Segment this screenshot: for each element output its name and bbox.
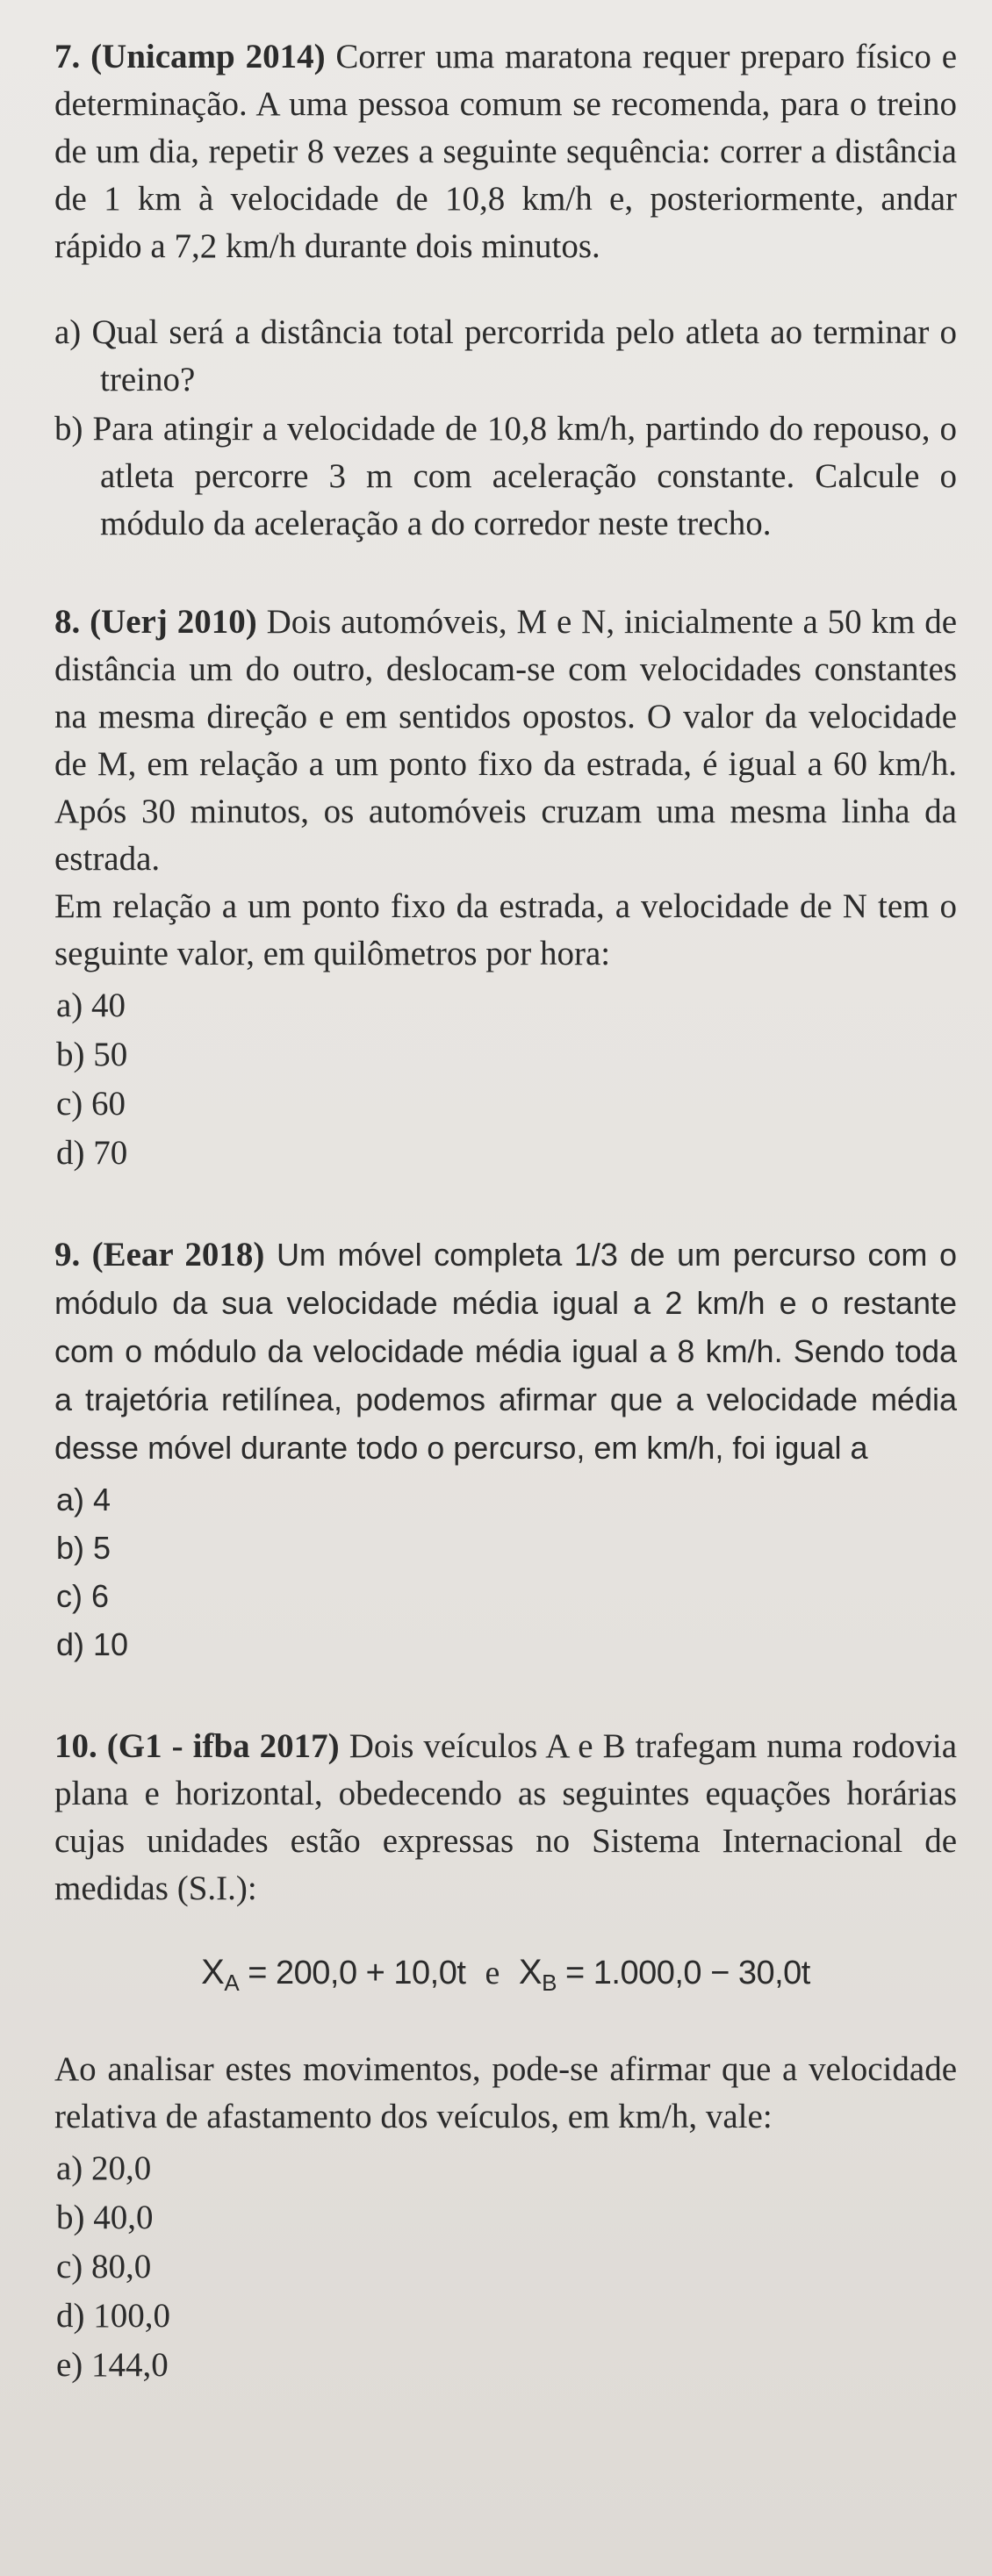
question-7-header: 7. (Unicamp 2014) bbox=[54, 38, 326, 75]
question-9-option-d: d) 10 bbox=[56, 1626, 129, 1662]
equation-var-b: X bbox=[518, 1953, 543, 1991]
question-8-statement bbox=[54, 599, 957, 883]
question-7 bbox=[54, 33, 957, 548]
question-9 bbox=[54, 1231, 957, 1668]
question-10 bbox=[54, 1723, 957, 2390]
equation-sub-b: B bbox=[542, 1970, 557, 1996]
question-8-option-a: a) 40 bbox=[56, 987, 126, 1024]
question-8-options bbox=[56, 981, 957, 1178]
question-9-option-b: b) 5 bbox=[56, 1530, 111, 1566]
question-10-prompt: Ao analisar estes movimentos, pode-se afirmar que a velocidade relativa de afastamento dos veículos, em km/h, vale: bbox=[54, 2050, 957, 2135]
question-7-subitems bbox=[54, 309, 957, 548]
question-7-text: Correr uma maratona requer preparo físico e determinação. A uma pessoa comum se recomenda, para o treino de um dia, repetir 8 vezes a seguinte sequência: correr a distância de 1 km à velocidade de 10,8 km/h e, posteriormente, andar rápido a 7,2 km/h durante dois minutos. bbox=[54, 38, 958, 265]
question-8 bbox=[54, 599, 957, 1178]
equation-rhs-a: = 200,0 + 10,0t bbox=[248, 1955, 466, 1991]
question-10-option-d: d) 100,0 bbox=[56, 2297, 170, 2335]
question-9-text: Um móvel completa 1/3 de um percurso com o módulo da sua velocidade média igual a 2 km/h e o restante com o módulo da velocidade média igual a 8 km/h. Sendo toda a trajetória retilínea, podemos afirmar que a velocidade média desse móvel durante todo o percurso, em km/h, foi igual a bbox=[54, 1237, 957, 1466]
question-8-header: 8. (Uerj 2010) bbox=[54, 603, 257, 641]
question-7-item-a: a) Qual será a distância total percorrida pelo atleta ao terminar o treino? bbox=[54, 313, 957, 398]
question-10-header: 10. (G1 - ifba 2017) bbox=[54, 1727, 340, 1765]
question-10-option-c: c) 80,0 bbox=[56, 2248, 152, 2285]
question-10-text: Dois veículos A e B trafegam numa rodovia plana e horizontal, obedecendo as seguintes equações horárias cujas unidades estão expressas no Sistema Internacional de medidas (S.I.): bbox=[54, 1727, 958, 1907]
question-9-statement bbox=[54, 1231, 957, 1472]
question-10-options bbox=[56, 2144, 957, 2390]
question-9-option-c: c) 6 bbox=[56, 1578, 110, 1614]
question-7-statement bbox=[54, 33, 957, 270]
equation-var-a: X bbox=[201, 1953, 225, 1991]
question-10-option-e: e) 144,0 bbox=[56, 2346, 169, 2384]
question-8-text: Dois automóveis, M e N, inicialmente a 50 km de distância um do outro, deslocam-se com velocidades constantes na mesma direção e em sentidos opostos. O valor da velocidade de M, em relação a um ponto fixo da estrada, é igual a 60 km/h. Após 30 minutos, os automóveis cruzam uma mesma linha da estrada. bbox=[54, 603, 958, 878]
question-10-option-b: b) 40,0 bbox=[56, 2199, 154, 2236]
equation-sub-a: A bbox=[224, 1970, 240, 1996]
question-10-equation bbox=[54, 1948, 957, 2007]
question-8-option-d: d) 70 bbox=[56, 1134, 128, 1172]
equation-connector: e bbox=[485, 1955, 500, 1991]
equation-rhs-b: = 1.000,0 − 30,0t bbox=[565, 1955, 810, 1991]
question-8-option-b: b) 50 bbox=[56, 1036, 128, 1073]
question-10-option-a: a) 20,0 bbox=[56, 2149, 152, 2187]
question-8-option-c: c) 60 bbox=[56, 1085, 126, 1123]
question-7-item-b: b) Para atingir a velocidade de 10,8 km/h, partindo do repouso, o atleta percorre 3 m com aceleração constante. Calcule o módulo da aceleração a do corredor neste trecho. bbox=[54, 410, 957, 542]
question-8-prompt: Em relação a um ponto fixo da estrada, a velocidade de N tem o seguinte valor, em quilômetros por hora: bbox=[54, 887, 957, 972]
question-9-option-a: a) 4 bbox=[56, 1482, 111, 1518]
question-9-header: 9. (Eear 2018) bbox=[54, 1236, 265, 1274]
question-9-options bbox=[56, 1475, 957, 1668]
question-10-statement bbox=[54, 1723, 957, 1912]
